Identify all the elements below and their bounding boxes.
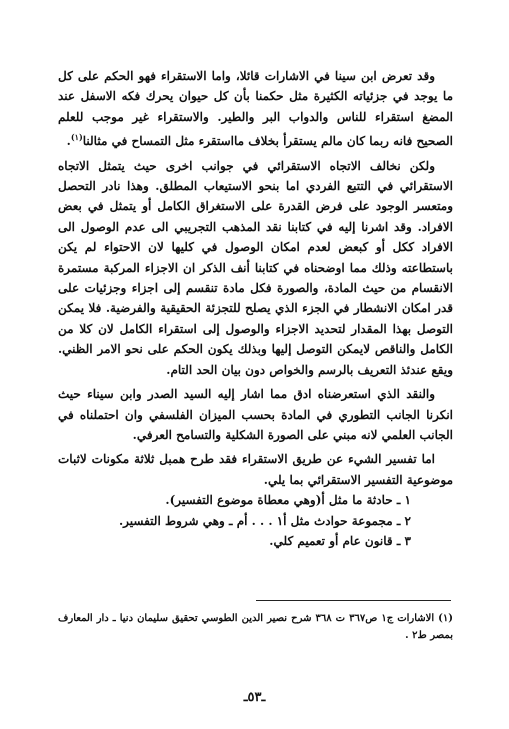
main-text [58, 66, 453, 551]
list-item: ٣ ـ قانون عام أو تعميم كلي. [269, 533, 411, 548]
paragraph-3: والنقد الذي استعرضناه ادق مما اشار إليه السيد الصدر وابن سيناء حيث انكرنا الجانب التطوري في المادة بحسب الميزان الفلسفي وان احتملناه في الجانب العلمي لانه مبني على الصورة الشكلية والتسامح العرفي. [58, 387, 453, 442]
footnote-reference[interactable]: (١) [70, 132, 83, 143]
components-list [58, 490, 453, 551]
footnote-divider [256, 600, 451, 601]
paragraph-4: اما تفسير الشيء عن طريق الاستقراء فقد طرح همبل ثلاثة مكونات لاثبات موضوعية التفسير الاستقرائي بما يلي. [58, 452, 453, 487]
paragraph-2: ولكن نخالف الاتجاه الاستقرائي في جوانب اخرى حيث يتمثل الاتجاه الاستقرائي في التتبع الفردي اما بنحو الاستيعاب المطلق. وهذا نادر التحصل ومتعسر الوجود على فرض القدرة على الاستغراق الكامل أو يتمثل في بعض الافراد. وقد اشرنا إليه في كتابنا نقد المذهب التجريبي الى عدم الوصول الى الافراد ككل أو كبعض لعدم امكان الوصول في كليها لان الاحتواء لم يكن باستطاعته وذلك مما اوضحناه في كتابنا أنف الذكر ان الاجزاء المركبة مستمرة الانقسام من حيث المادة، والصورة فكل مادة تنقسم إلى اجزاء وجزئيات على قدر امكان الانشطار في الجزء الذي يصلح للتجزئة الحقيقية والفرضية. فلا يمكن التوصل بهذا المقدار لتحديد الاجزاء والوصول إلى استقراء الكامل لان كلا من الكامل والناقص لايمكن التوصل إليها وبذلك يكون الحكم على نحو الامر الظني. ويقع عندئذ التعريف بالرسم والخواص دون بيان الحد التام. [58, 158, 453, 377]
page-number: ـ٥٣ـ [243, 690, 266, 705]
paragraph-1-text: وقد تعرض ابن سينا في الاشارات قائلا، واما الاستقراء فهو الحكم على كل ما يوجد في جزئياته الكثيرة مثل حكمنا بأن كل حيوان يحرك فكه الاسفل عند المضغ استقراء للناس والدواب البر والطير. والاستقراء غير موجب للعلم الصحيح فانه ربما كان مالم يستقرأ بخلاف مااستقرء مثل التمساح في مثالنا [58, 69, 453, 149]
paragraph-1: وقد تعرض ابن سينا في الاشارات قائلا، واما الاستقراء فهو الحكم على كل ما يوجد في جزئياته الكثيرة مثل حكمنا بأن كل حيوان يحرك فكه الاسفل عند المضغ استقراء للناس والدواب البر والطير. والاستقراء غير موجب للعلم الصحيح فانه ربما كان مالم يستقرأ بخلاف مااستقرء مثل التمساح في مثالنا$^{(١)}$. [58, 69, 453, 149]
list-item: ٢ ـ مجموعة حوادث مثل أ١ . . . أم ـ وهي شروط التفسير. [118, 513, 411, 528]
list-item: ١ ـ حادثة ما مثل أ(وهي معطاة موضوع التفسير). [165, 493, 411, 508]
footnote: (١) الاشارات ج١ ص٣٦٧ ت ٣٦٨ شرح نصير الدين الطوسي تحقيق سليمان دنيا ـ دار المعارف بمصر ط٢ . [58, 613, 453, 641]
